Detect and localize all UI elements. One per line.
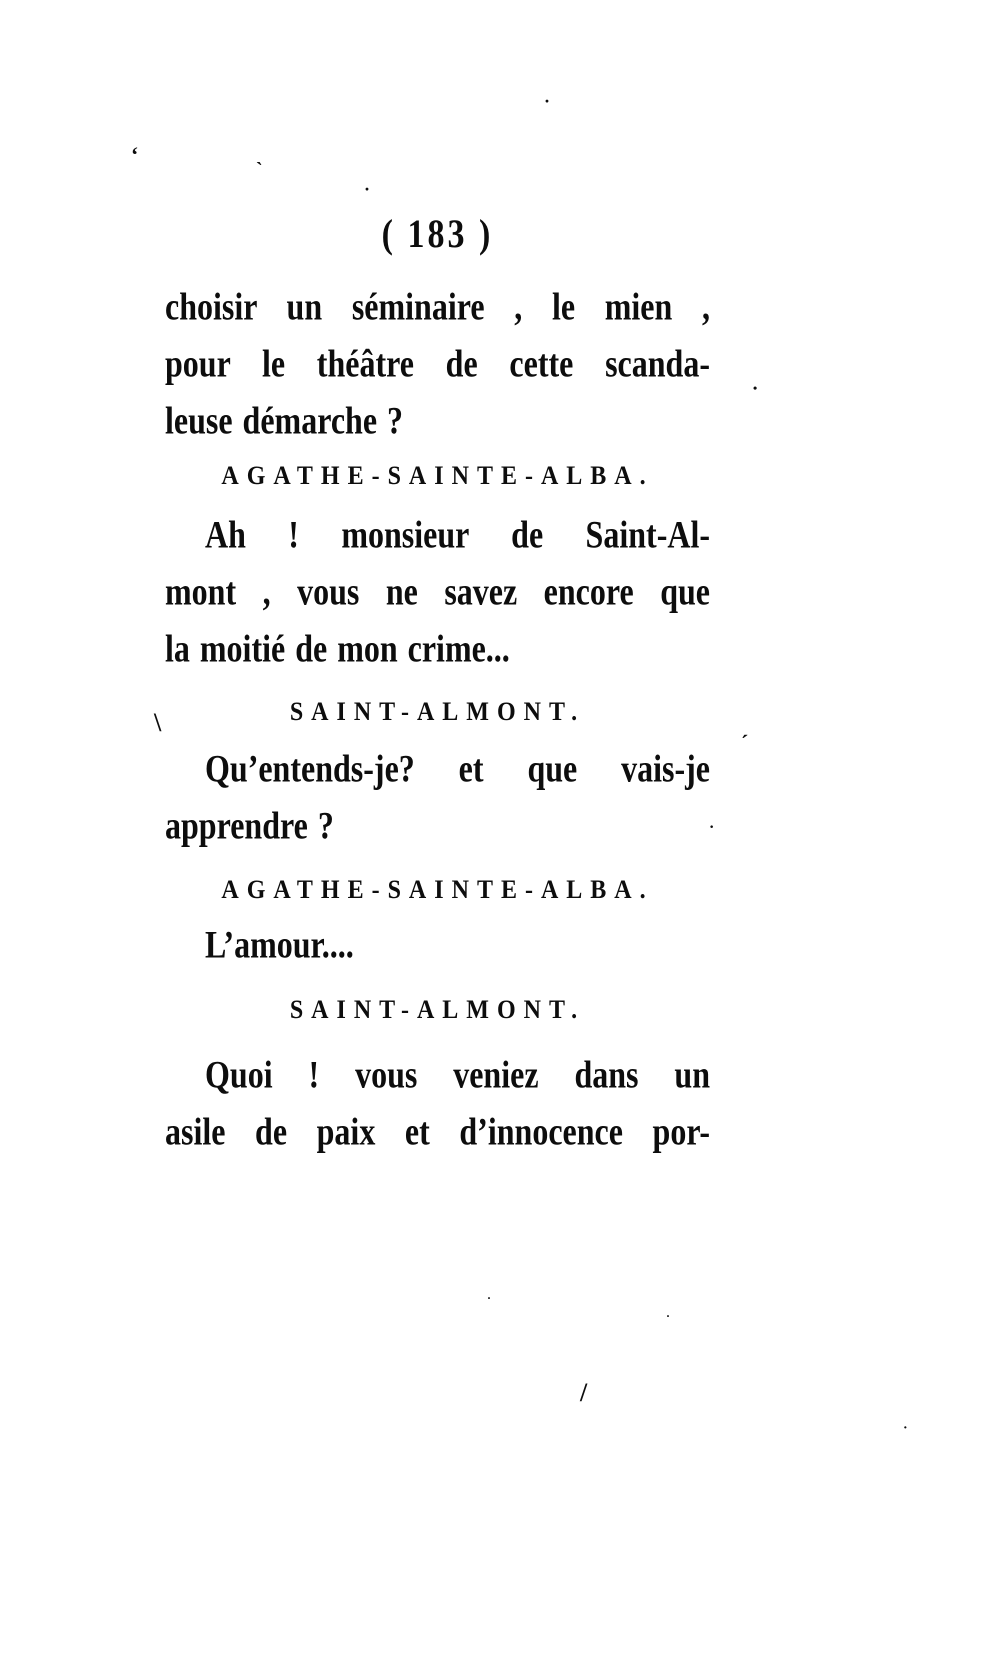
ink-speck: ‘ [131,142,139,167]
dialogue-line: Quoi ! vous veniez dans un [205,1051,710,1096]
ink-speck: ` [256,159,263,181]
ink-speck: · [903,1421,908,1436]
ink-speck: • [753,381,758,395]
dialogue-line: leuse démarche ? [165,397,404,442]
speaker-name: AGATHE-SAINTE-ALBA. [221,875,654,905]
dialogue-line: asile de paix et d’innocence por- [165,1108,710,1153]
ink-speck: · [544,91,551,111]
ink-speck: · [364,179,371,199]
ink-speck: ´ [741,730,749,755]
speaker-name: SAINT-ALMONT. [289,995,586,1025]
ink-speck: · [709,819,715,836]
dialogue-paragraph [165,506,710,677]
ink-speck: \ [154,708,162,737]
ink-speck: · [666,1309,671,1323]
dialogue-paragraph [165,740,710,854]
dialogue-line: pour le théâtre de cette scanda- [165,340,710,385]
text-column [165,0,710,1659]
ink-speck: / [580,1378,588,1407]
speaker-name: SAINT-ALMONT. [289,697,586,727]
dialogue-line: Qu’entends-je? et que vais-je [205,745,710,790]
dialogue-line: Ah ! monsieur de Saint-Al- [205,511,710,556]
dialogue-paragraph [165,278,710,449]
dialogue-paragraph [165,1046,710,1160]
page-number: ( 183 ) [381,212,494,257]
dialogue-line: apprendre ? [165,802,334,847]
dialogue-line: la moitié de mon crime... [165,625,510,670]
dialogue-line: L’amour.... [205,921,354,966]
ink-speck: · [487,1291,492,1305]
dialogue-line: mont , vous ne savez encore que [165,568,710,613]
speaker-name: AGATHE-SAINTE-ALBA. [221,461,654,491]
dialogue-line: choisir un séminaire , le mien , [165,283,710,328]
dialogue-paragraph [165,916,710,973]
